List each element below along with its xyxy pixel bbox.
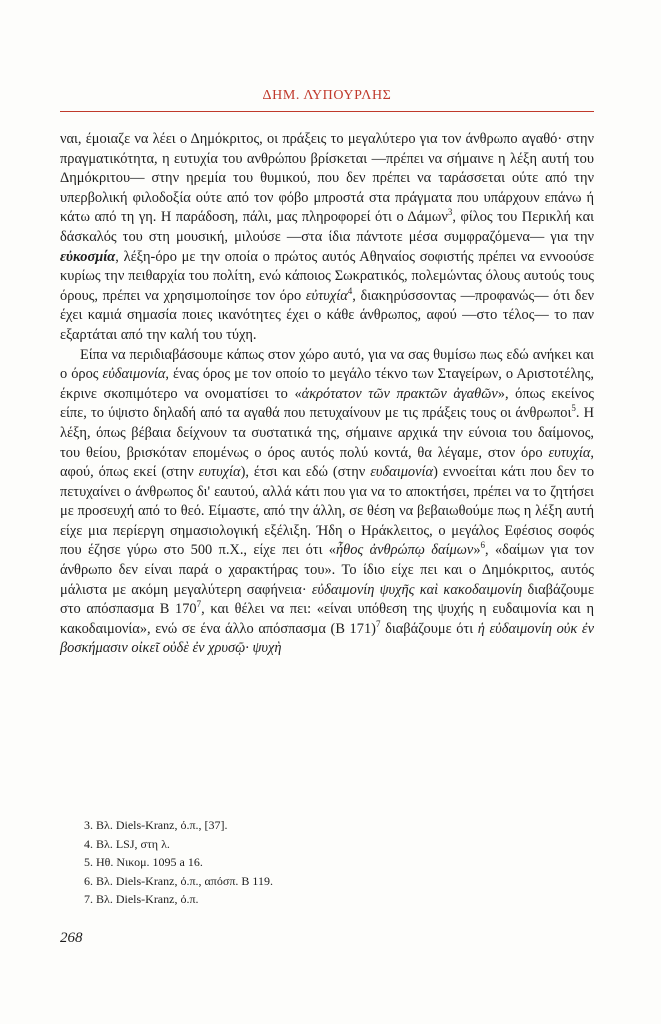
running-header: ΔΗΜ. ΛΥΠΟΥΡΛΗΣ <box>262 88 392 103</box>
footnote-ref: 7 <box>196 599 202 610</box>
text-run: , φίλος του Περικλή και δάσκαλός του στη μουσική, μιλούσε —στα ίδια πάντοτε μέσα συμφραζόμενα— για την <box>60 209 594 245</box>
footnote-7 <box>84 890 564 909</box>
footnote-number: 3. <box>84 818 93 832</box>
italic-term: εὐδαιμονίη ψυχῆς καὶ κακοδαιμονίη <box>311 581 523 598</box>
text-run: , και θέλει να πει: «είναι υπόθεση της ψυχής η ευδαιμονία και η κακοδαιμονία», ενώ σε ένα άλλο απόσπασμα (Β 171) <box>60 601 594 637</box>
footnote-text: Βλ. Diels-Kranz, ό.π. <box>96 892 199 906</box>
text-run: ναι, έμοιαζε να λέει ο Δημόκριτος, οι πράξεις το μεγαλύτερο για τον άνθρωπο αγαθό· στην πραγματικότητα, η ευτυχία του ανθρώπου βρίσκεται —πρέπει να σήμαινε η λέξη αυτή του Δημόκριτου— στην ηρεμία του θυμικού, που δεν πρέπει να ταράσσεται ούτε από την υπερβολική φιλοδοξία ούτε από τον φόβο μπροστά στα πράγματα που υπάρχουν επάνω ή κάτω από τη γη. Η παράδοση, πάλι, μας πληροφορεί ότι ο Δάμων <box>60 131 594 226</box>
text-run: Είπα να περιδιαβάσουμε κάπως στον χώρο αυτό, για να σας θυμίσω πως εδώ ανήκει και ο όρος <box>60 346 594 383</box>
footnote-ref: 4 <box>347 285 353 296</box>
footnote-text: Ηθ. Νικομ. 1095 a 16. <box>96 855 203 869</box>
italic-term: ἀκρότατον τῶν πρακτῶν ἀγαθῶν <box>301 385 498 402</box>
footnote-4 <box>84 835 564 854</box>
text-run: διαβάζουμε στο απόσπασμα Β 170 <box>60 581 595 618</box>
text-run: , διακηρύσσοντας —προφανώς— ότι δεν έχει καμιά σημασία ποιες ικανότητες έχει ο κάθε άνθρωπος, αφού —στο τέλος— το παν εξαρτάται από την καλή του τύχη. <box>60 287 594 343</box>
footnote-text: Βλ. LSJ, στη λ. <box>96 836 170 851</box>
footnotes <box>84 816 564 909</box>
italic-term: ευδαιμονία <box>370 464 434 481</box>
footnote-5 <box>84 853 564 872</box>
italic-term: ευτυχία <box>548 444 591 461</box>
footnote-ref: 6 <box>480 540 486 551</box>
footnote-ref: 3 <box>447 207 453 218</box>
footnote-text: Βλ. Diels-Kranz, ό.π., απόσπ. Β 119. <box>96 873 273 888</box>
text-run: », όπως εκείνος είπε, το ύψιστο δηλαδή από τα αγαθά που πετυχαίνουν με τις πράξεις τους οι άνθρωποι <box>60 385 594 422</box>
text-run: ), έτσι και εδώ (στην <box>240 464 371 481</box>
italic-term: εὐδαιμονία <box>102 366 166 383</box>
text-run: διαβάζουμε ότι <box>380 620 478 637</box>
text-run: » <box>473 542 481 559</box>
footnote-6 <box>84 872 564 891</box>
footnote-ref: 5 <box>571 403 576 414</box>
paragraph-2 <box>60 346 594 660</box>
italic-term: ἦθος ἀνθρώπῳ δαίμων <box>336 542 474 559</box>
text-run: , λέξη-όρο με την οποία ο πρώτος αυτός Αθηναίος σοφιστής πρέπει να εννοούσε κυρίως την πειθαρχία του πολίτη, ενώ κάποιος Σωκρατικός, πολεμώντας όλους αυτούς τους όρους, πρέπει να χρησιμοποίησε τον όρο <box>60 248 594 304</box>
paragraph-1 <box>60 130 594 346</box>
body-text <box>60 130 594 659</box>
footnote-number: 4. <box>84 836 93 851</box>
page-number: 268 <box>60 930 83 946</box>
footnote-text: Βλ. Diels-Kranz, ό.π., [37]. <box>96 818 228 832</box>
text-run: . Η λέξη, όπως βέβαια δείχνουν τα συστατικά της, σήμαινε αρχικά την εύνοια του δαίμονος, του θείου, βρισκόταν επομένως ο όρος αυτός πολύ κοντά, θα λέγαμε, στον όρο <box>60 405 594 461</box>
footnote-number: 6. <box>84 873 93 888</box>
footnote-ref: 7 <box>375 619 381 630</box>
text-run: , αφού, όπως εκεί (στην <box>60 444 594 481</box>
footnote-number: 5. <box>84 855 93 869</box>
italic-term: εὐτυχία <box>305 287 348 304</box>
text-run: , «δαίμων για τον άνθρωπο δεν είναι παρά ο χαρακτήρας του». Το ίδιο είχε πει και ο Δημόκριτος, αυτός μάλιστα με ακόμη μεγαλύτερη σαφήνεια· <box>60 542 595 598</box>
text-run: ) εννοείται κάτι που δεν το πετυχαίνει ο άνθρωπος δι' εαυτού, αλλά κάτι που για να το αποκτήσει, πρέπει να το ζητήσει με προσευχή από το θεό. Είμαστε, από την άλλη, σε θέση να βεβαιωθούμε πως η λέξη αυτή είχε μια περίεργη σημασιολογική εξέλιξη. Ήδη ο Ηράκλειτος, ο μεγάλος Εφέσιος σοφός που έζησε γύρω στο 500 π.Χ., είχε πει ότι « <box>60 464 595 559</box>
header-rule <box>60 111 594 112</box>
text-run: , ένας όρος με τον οποίο το μεγάλο τέκνο των Σταγείρων, ο Αριστοτέλης, έκρινε σκοπιμότερο να ονοματίσει το « <box>60 366 594 402</box>
footnote-3 <box>84 816 564 835</box>
footnote-number: 7. <box>84 892 93 906</box>
italic-term: ἡ εὐδαιμονίη οὐκ ἐν βοσκήμασιν οἰκεῖ οὐδὲ ἐν χρυσῷ· ψυχὴ <box>60 620 594 657</box>
italic-term: ευτυχία <box>198 464 241 481</box>
italic-term: εὐκοσμία <box>60 248 116 265</box>
